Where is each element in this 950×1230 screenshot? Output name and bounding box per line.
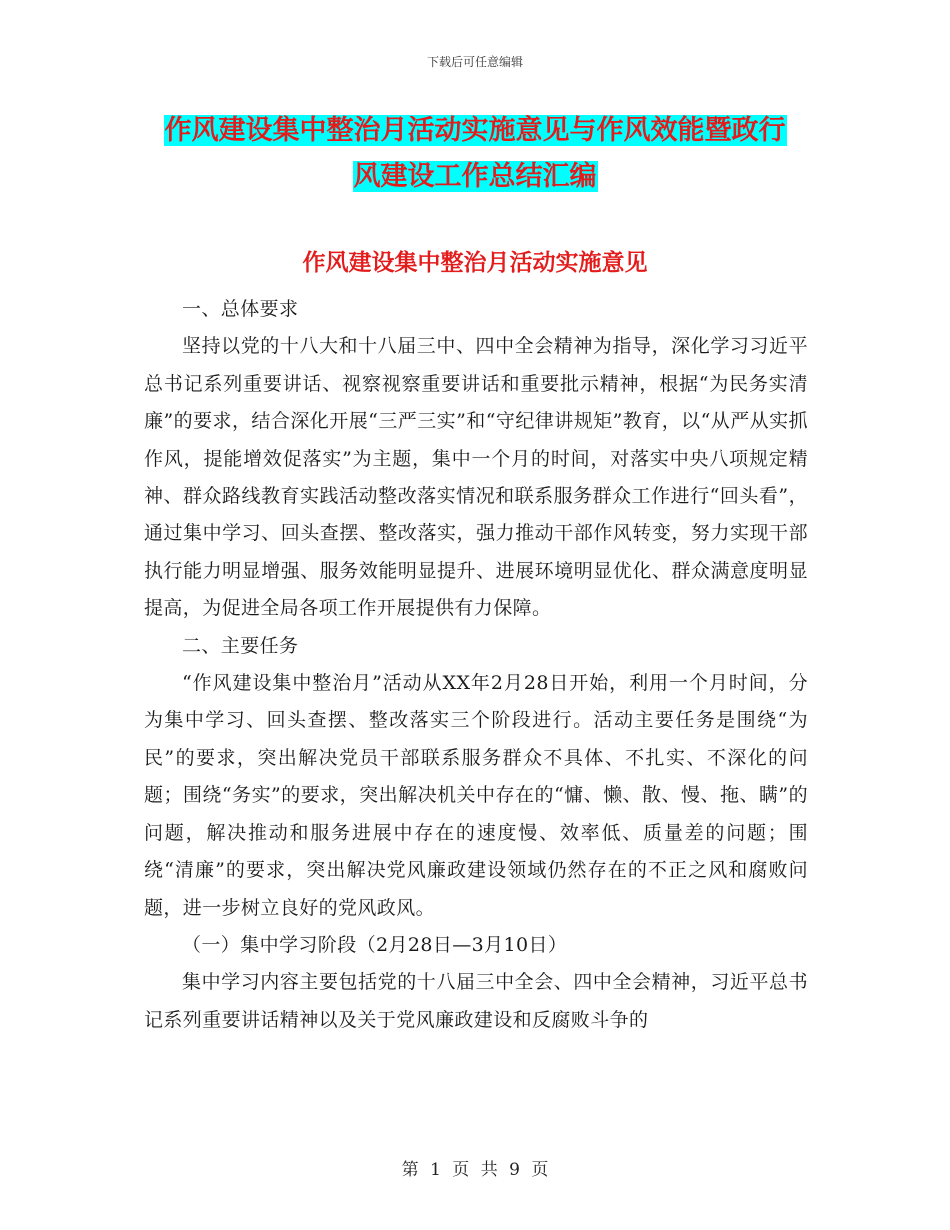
heading-study-phase: （一）集中学习阶段（2月28日—3月10日）	[182, 933, 568, 956]
paragraph-general-requirements: 坚持以党的十八大和十八届三中、四中全会精神为指导，深化学习习近平总书记系列重要讲话、视察视察重要讲话和重要批示精神，根据“为民务实清廉”的要求，结合深化开展“三严三实”和“守纪律讲规矩”教育，以“从严从实抓作风，提能增效促落实”为主题，集中一个月的时间，对落实中央八项规定精神、群众路线教育实践活动整改落实情况和联系服务群众工作进行“回头看”，通过集中学习、回头查摆、整改落实，强力推动干部作风转变，努力实现干部执行能力明显增强、服务效能明显提升、进展环境明显优化、群众满意度明显提高，为促进全局各项工作开展提供有力保障。	[144, 335, 808, 620]
paragraph-study-phase: 集中学习内容主要包括党的十八届三中全会、四中全会精神，习近平总书记系列重要讲话精神以及关于党风廉政建设和反腐败斗争的	[144, 971, 808, 1031]
page-footer: 第 1 页 共 9 页	[401, 1160, 549, 1180]
section-title: 作风建设集中整治月活动实施意见	[302, 249, 648, 276]
main-title-line-2: 风建设工作总结汇编	[353, 161, 597, 192]
document-main-title	[0, 108, 950, 200]
heading-main-tasks: 二、主要任务	[182, 634, 299, 657]
main-title-line-1: 作风建设集中整治月活动实施意见与作风效能暨政行	[164, 115, 786, 146]
document-body	[144, 291, 808, 1039]
paragraph-main-tasks: “作风建设集中整治月”活动从XX年2月28日开始，利用一个月时间，分为集中学习、回头查摆、整改落实三个阶段进行。活动主要任务是围绕“为民”的要求，突出解决党员干部联系服务群众不具体、不扎实、不深化的问题；围绕“务实”的要求，突出解决机关中存在的“慵、懒、散、慢、拖、瞒”的问题，解决推动和服务进展中存在的速度慢、效率低、质量差的问题；围绕“清廉”的要求，突出解决党风廉政建设领域仍然存在的不正之风和腐败问题，进一步树立良好的党风政风。	[144, 672, 808, 919]
heading-general-requirements: 一、总体要求	[182, 298, 299, 320]
page-header-note: 下载后可任意编辑	[426, 55, 523, 69]
